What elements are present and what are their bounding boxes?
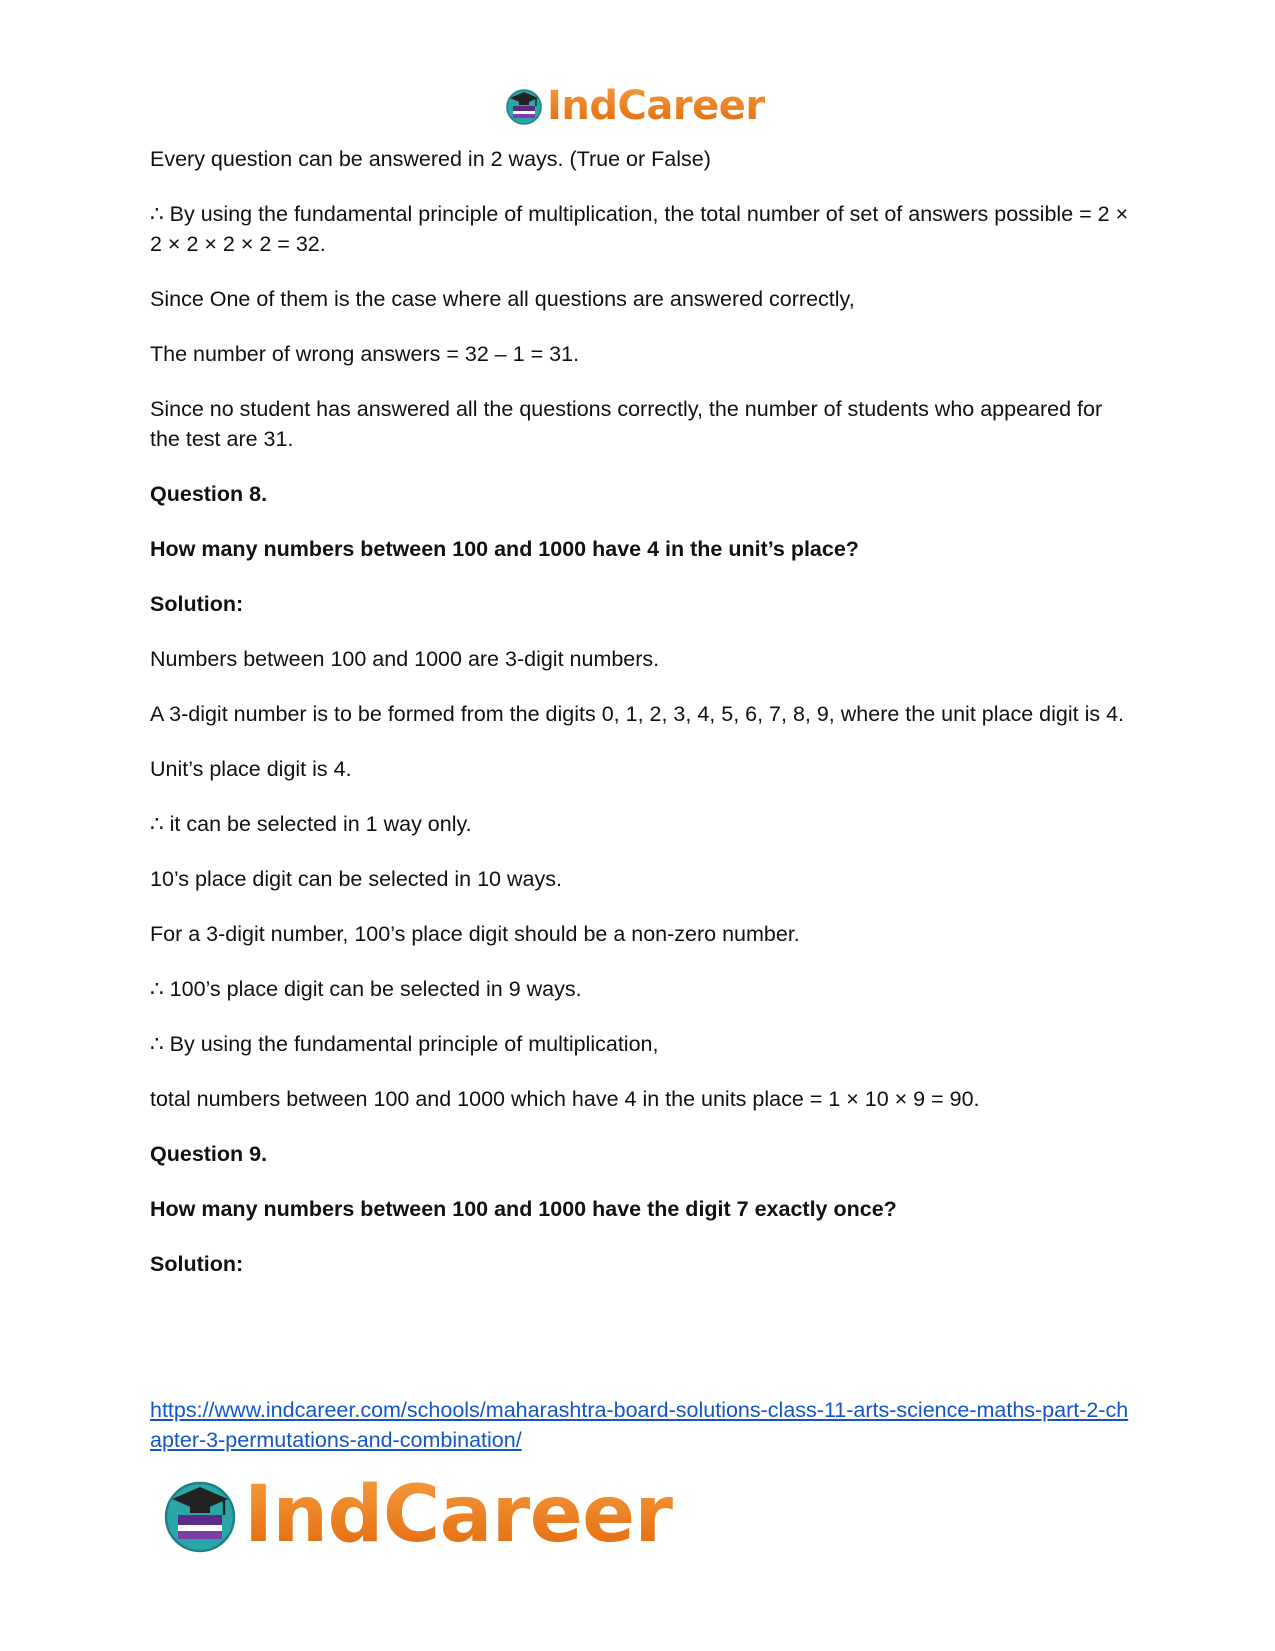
heading-paragraph: How many numbers between 100 and 1000 have the digit 7 exactly once? [150, 1197, 897, 1221]
logo-wordmark: IndCareer [244, 1470, 673, 1560]
text-paragraph: Since One of them is the case where all questions are answered correctly, [150, 287, 855, 311]
text-paragraph: Since no student has answered all the questions correctly, the number of students who appeared for the test are 31. [150, 397, 1103, 451]
logo-wordmark: IndCareer [547, 83, 765, 129]
text-paragraph: The number of wrong answers = 32 – 1 = 31. [150, 342, 580, 366]
graduation-cap-book-icon [504, 86, 544, 126]
footer-logo [160, 1470, 673, 1560]
text-paragraph: For a 3-digit number, 100’s place digit should be a non-zero number. [150, 922, 800, 946]
heading-paragraph: Solution: [150, 1252, 244, 1276]
text-paragraph: ∴ it can be selected in 1 way only. [150, 812, 472, 836]
text-paragraph: total numbers between 100 and 1000 which have 4 in the units place = 1 × 10 × 9 = 90. [150, 1087, 980, 1111]
heading-paragraph: Question 9. [150, 1142, 268, 1166]
heading-paragraph: Solution: [150, 592, 244, 616]
text-paragraph: Unit’s place digit is 4. [150, 757, 352, 781]
text-paragraph: Numbers between 100 and 1000 are 3-digit numbers. [150, 647, 660, 671]
text-paragraph: Every question can be answered in 2 ways. (True or False) [150, 147, 711, 171]
graduation-cap-book-icon [160, 1475, 240, 1555]
source-link[interactable]: https://www.indcareer.com/schools/maharashtra-board-solutions-class-11-arts-science-maths-part-2-chapter-3-permutations-and-combination/ [150, 1398, 1129, 1452]
text-paragraph: ∴ By using the fundamental principle of multiplication, [150, 1032, 659, 1056]
heading-paragraph: Question 8. [150, 482, 268, 506]
document-body [150, 144, 1130, 1304]
text-paragraph: ∴ 100’s place digit can be selected in 9 ways. [150, 977, 582, 1001]
text-paragraph: 10’s place digit can be selected in 10 ways. [150, 867, 562, 891]
header-logo [504, 82, 765, 130]
text-paragraph: A 3-digit number is to be formed from the digits 0, 1, 2, 3, 4, 5, 6, 7, 8, 9, where the unit place digit is 4. [150, 702, 1124, 726]
heading-paragraph: How many numbers between 100 and 1000 have 4 in the unit’s place? [150, 537, 859, 561]
text-paragraph: ∴ By using the fundamental principle of multiplication, the total number of set of answers possible = 2 × 2 × 2 × 2 × 2 = 32. [150, 202, 1129, 256]
